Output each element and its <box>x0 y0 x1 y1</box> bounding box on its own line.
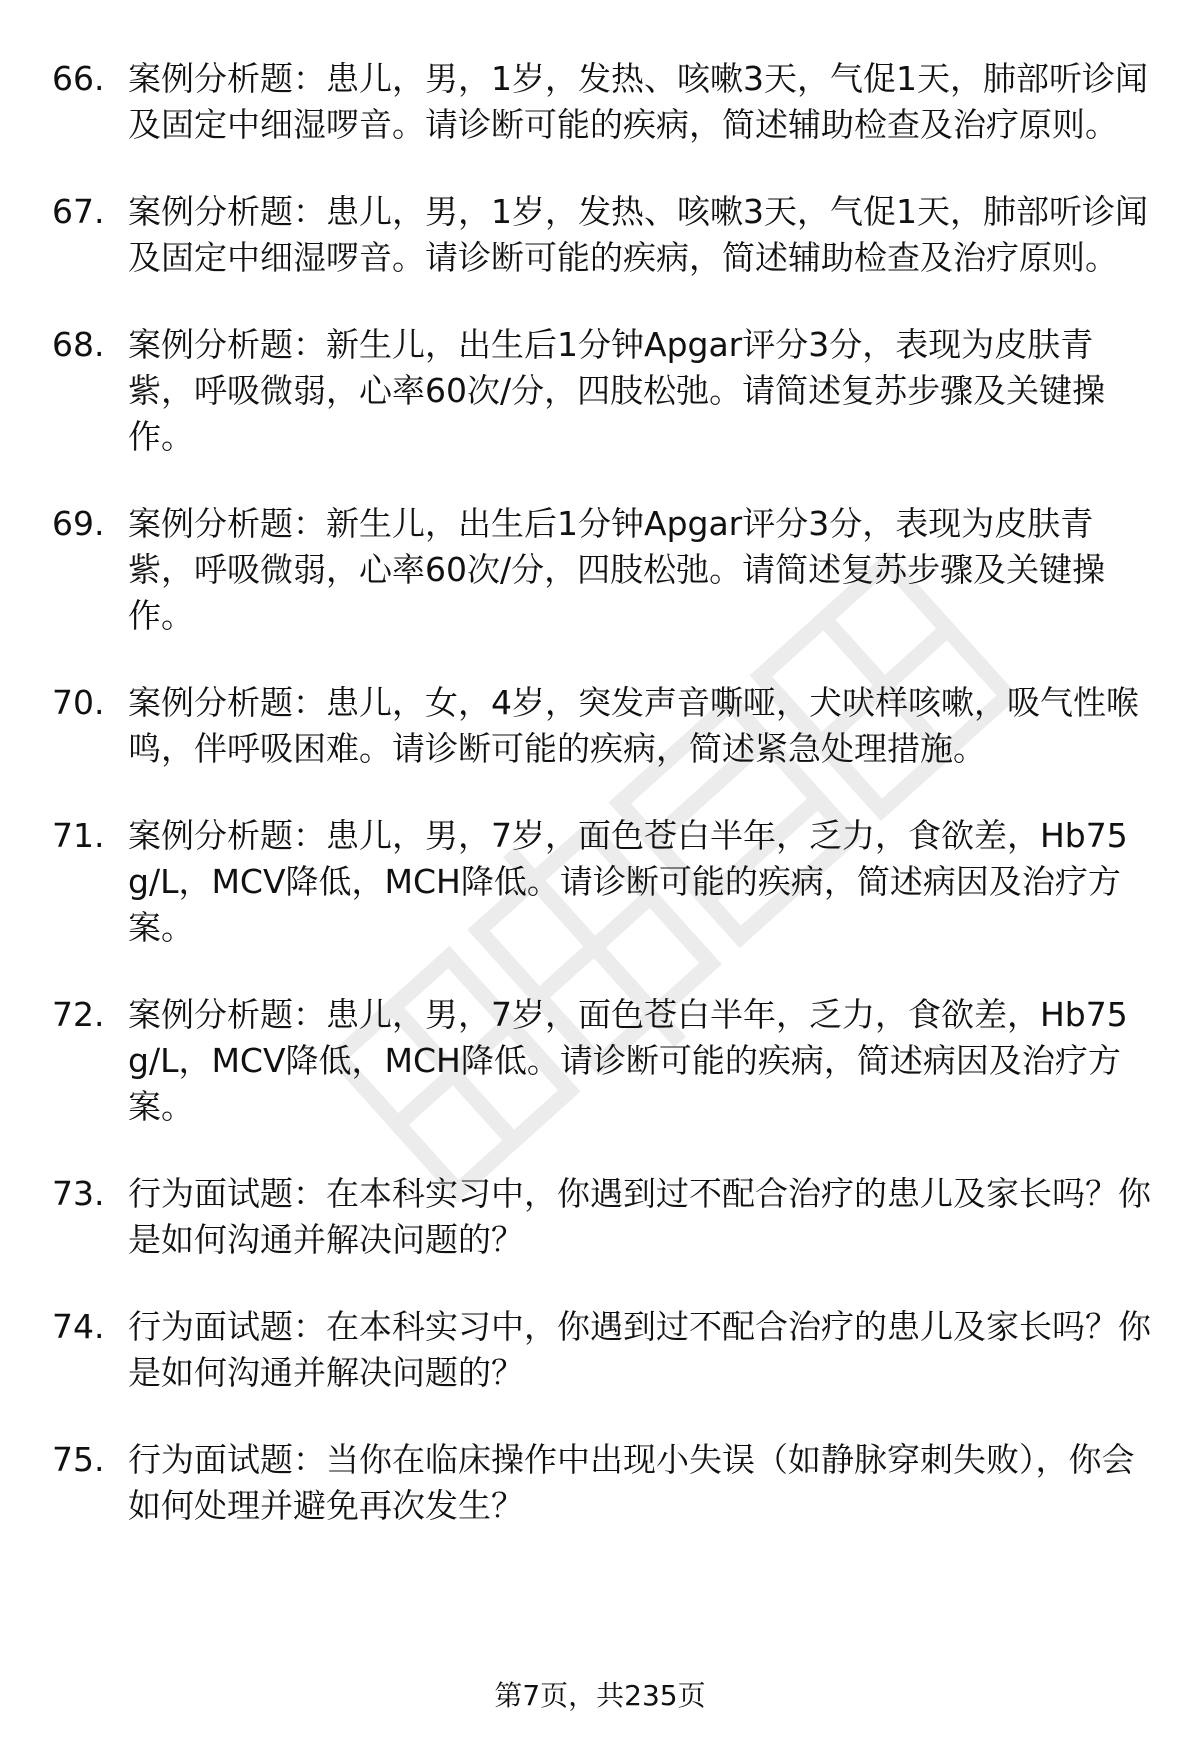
question-item <box>52 189 1152 281</box>
question-list <box>52 56 1152 1529</box>
question-text: 行为面试题：在本科实习中，你遇到过不配合治疗的患儿及家长吗？你是如何沟通并解决问题的？ <box>128 1307 1151 1392</box>
question-number: 69. <box>52 504 105 543</box>
question-text: 案例分析题：患儿，男，7岁，面色苍白半年，乏力，食欲差，Hb75g/L，MCV降低，MCH降低。请诊断可能的疾病，简述病因及治疗方案。 <box>128 995 1128 1126</box>
question-number: 75. <box>52 1440 105 1479</box>
question-item <box>52 680 1152 772</box>
question-text: 案例分析题：患儿，男，1岁，发热、咳嗽3天，气促1天，肺部听诊闻及固定中细湿啰音。请诊断可能的疾病，简述辅助检查及治疗原则。 <box>128 192 1148 277</box>
question-text: 行为面试题：在本科实习中，你遇到过不配合治疗的患儿及家长吗？你是如何沟通并解决问题的？ <box>128 1174 1151 1259</box>
question-text: 案例分析题：患儿，男，7岁，面色苍白半年，乏力，食欲差，Hb75g/L，MCV降低，MCH降低。请诊断可能的疾病，简述病因及治疗方案。 <box>128 816 1128 947</box>
question-number: 70. <box>52 683 105 722</box>
question-number: 74. <box>52 1307 105 1346</box>
question-item <box>52 1304 1152 1396</box>
question-text: 案例分析题：新生儿，出生后1分钟Apgar评分3分，表现为皮肤青紫，呼吸微弱，心率60次/分，四肢松弛。请简述复苏步骤及关键操作。 <box>128 325 1106 456</box>
question-item <box>52 322 1152 460</box>
question-text: 案例分析题：患儿，女，4岁，突发声音嘶哑，犬吠样咳嗽，吸气性喉鸣，伴呼吸困难。请诊断可能的疾病，简述紧急处理措施。 <box>128 683 1139 768</box>
question-number: 72. <box>52 995 105 1034</box>
question-text: 案例分析题：新生儿，出生后1分钟Apgar评分3分，表现为皮肤青紫，呼吸微弱，心率60次/分，四肢松弛。请简述复苏步骤及关键操作。 <box>128 504 1106 635</box>
page-number-footer: 第7页，共235页 <box>494 1679 706 1712</box>
question-item <box>52 992 1152 1130</box>
question-number: 73. <box>52 1174 105 1213</box>
question-item <box>52 1437 1152 1529</box>
question-number: 68. <box>52 325 105 364</box>
question-item <box>52 501 1152 639</box>
question-number: 71. <box>52 816 105 855</box>
question-number: 66. <box>52 59 105 98</box>
question-text: 案例分析题：患儿，男，1岁，发热、咳嗽3天，气促1天，肺部听诊闻及固定中细湿啰音。请诊断可能的疾病，简述辅助检查及治疗原则。 <box>128 59 1148 144</box>
question-item <box>52 813 1152 951</box>
question-number: 67. <box>52 192 105 231</box>
question-item <box>52 56 1152 148</box>
question-text: 行为面试题：当你在临床操作中出现小失误（如静脉穿刺失败），你会如何处理并避免再次发生？ <box>128 1440 1135 1525</box>
question-item <box>52 1171 1152 1263</box>
